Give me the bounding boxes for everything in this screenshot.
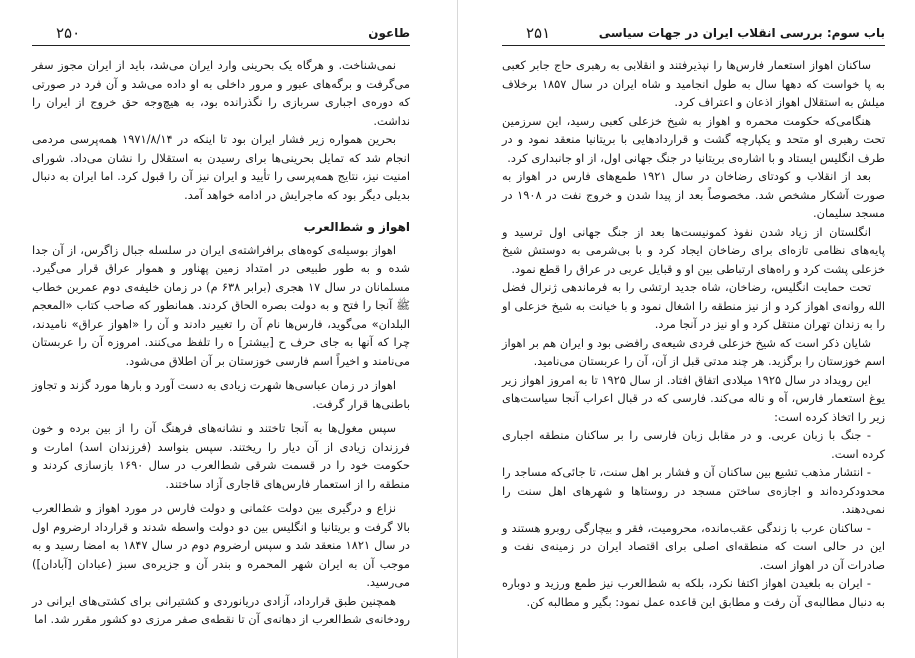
right-page-header (502, 26, 885, 44)
paragraph: همچنین طبق قرارداد، آزادی دریانوردی و کشتیرانی برای کشتی‌های ایرانی در رودخانه‌ی شط‌العرب از دهانه‌ی آن تا نقطه‌ی صفر مرزی دو کشور مقرر شد. اما (32, 593, 410, 626)
paragraph: بعد از انقلاب و کودتای رضاخان در سال ۱۹۲۱ طمع‌های فارس در اهواز به صورت آشکار مشخص شد. مخصوصاً بعد از پیدا شدن و خروج نفت در ۱۹۰۸ در مسجد سلیمان. (502, 169, 885, 220)
paragraph: شایان ذکر است که شیخ خزعلی فردی شیعه‌ی رافضی بود و ایران هم بر اهواز اسم خوزستان را برگزید. هر چند مدتی قبل از آن، آن را عربستان می‌نامید. (502, 335, 885, 368)
paragraph: تحت حمایت انگلیس، رضاخان، شاه جدید ارتشی را به فرماندهی ژنرال فضل الله روانه‌ی اهواز کرد و از نیز منطقه را اشغال نمود و با خیانت به شیخ خزعلی او را به زندان تهران منتقل کرد و او نیز در آنجا مرد. (502, 280, 885, 331)
left-page-header (32, 26, 410, 44)
right-page-body (502, 56, 885, 611)
left-running-title: طاعون (368, 26, 410, 40)
right-page-number: ۲۵۱ (526, 24, 551, 42)
list-item: - انتشار مذهب تشیع بین ساکنان آن و فشار بر اهل سنت، تا جائی‌که مساجد را محدودکرده‌اند و اجازه‌ی ساختن مسجد در روستاها و شهرهای اهل سنت را نمی‌دهند. (502, 465, 885, 516)
paragraph: این رویداد در سال ۱۹۲۵ میلادی اتفاق افتاد. از سال ۱۹۲۵ تا به امروز اهواز زیر یوغ استعمار فارس، آه و ناله می‌کند. فارسی که در قبال اعراب آنجا سیاست‌های زیر را اتخاذ کرده است: (502, 372, 885, 424)
left-header-rule (32, 45, 410, 46)
paragraph: انگلستان از زیاد شدن نفوذ کمونیست‌ها بعد از جنگ جهانی اول ترسید و پایه‌های نظامی تازه‌ای برای رضاخان ایجاد کرد و با بی‌شرمی به دوستش شیخ خزعلی پشت کرد و راه‌های ارتباطی بین او و قبایل عربی در عراق را قطع نمود. (502, 224, 885, 276)
paragraph: هنگامی‌که حکومت محمره و اهواز به شیخ خزعلی کعبی رسید، این سرزمین تحت رهبری او متحد و یکپارچه گشت و قراردادهایی با بریتانیا منعقد نمود و در طرف انگلیس ایستاد و با اشاره‌ی بریتانیا در جنگ جهانی اول، از او جانبداری کرد. (502, 113, 885, 165)
right-page (458, 0, 915, 658)
list-item: - ایران به بلعیدن اهواز اکتفا نکرد، بلکه به شط‌العرب نیز طمع ورزید و دوباره به دنبال مطالبه‌ی آن رفت و مطابق این قاعده عمل نمود: بگیر و مطالبه کن. (502, 576, 885, 609)
left-page-body (32, 56, 410, 629)
paragraph: نمی‌شناخت. و هرگاه یک بحرینی وارد ایران می‌شد، باید از ایران مجوز سفر می‌گرفت و برگه‌های عبور و مرور داخلی به او داده می‌شد و آن فرد در صورتی که دوره‌ی اجباری سربازی را نگذرانده بود، به هیچ‌وجه حق خروج از ایران را نداشت. (32, 58, 410, 128)
paragraph: اهواز بوسیله‌ی کوه‌های برافراشته‌ی ایران در سلسله جبال زاگرس، از آن جدا شده و به طور طبیعی در امتداد زمین پهناور و هموار عراق قرار می‌گیرد. مسلمانان در سال ۱۷ هجری (برابر ۶۳۸ م) در زمان خلیفه‌ی دوم عمربن خطاب ﷺ آنجا را فتح و به دولت بصره الحاق کردند. همانطور که صاحب کتاب «المعجم البلدان» می‌گوید، فارس‌ها نام آن را تغییر دادند و آن را «اهواز عراق» نامیدند، چرا که آنها به جای حرف ح [بیشتر] ه را تلفظ می‌کنند. امروزه آن را عربستان می‌نامند و اخیراً اسم فارسی خوزستان بر آن اطلاق می‌شود. (32, 242, 410, 368)
paragraph: اهواز در زمان عباسی‌ها شهرت زیادی به دست آورد و بارها مورد گزند و تجاوز باطنی‌ها قرار گرفت. (32, 378, 410, 411)
list-item: - جنگ با زبان عربی. و در مقابل زبان فارسی را بر ساکنان منطقه اجباری کرده است. (502, 428, 885, 461)
paragraph: بحرین همواره زیر فشار ایران بود تا اینکه در ۱۹۷۱/۸/۱۴ همه‌پرسی مردمی انجام شد که تمایل بحرینی‌ها برای رسیدن به استقلال را نشان می‌داد. شورای امنیت نیز، نتایج همه‌پرسی را تأیید و ایران نیز آن را قبول کرد. اما ایران به دنبال بدیلی دیگر بود که ماجرایش در ادامه خواهد آمد. (32, 132, 410, 202)
paragraph: ساکنان اهواز استعمار فارس‌ها را نپذیرفتند و انقلابی به رهبری حاج جابر کعبی به پا خواست که دهها سال به طول انجامید و شاه ایران در سال ۱۸۵۷ برخلاف میلش به استقلال اهواز اذعان و اعتراف کرد. (502, 58, 885, 109)
right-header-rule (502, 45, 885, 46)
paragraph: نزاع و درگیری بین دولت عثمانی و دولت فارس در مورد اهواز و شط‌العرب بالا گرفت و بریتانیا و انگلیس بین دو دولت واسطه شدند و قرارداد ارضروم اول در سال ۱۸۲۱ منعقد شد و سپس ارضروم دوم در سال ۱۸۴۷ به امضا رسید و به موجب آن به ایران شهر المحمره و بندر آن و جزیره‌ی سبز (عبادان [آبادان]) می‌رسید. (32, 501, 410, 589)
left-page-number: ۲۵۰ (56, 24, 81, 42)
right-running-title: باب سوم: بررسی انقلاب ایران در جهات سیاسی (598, 26, 885, 40)
section-heading: اهواز و شط‌العرب (303, 220, 410, 234)
paragraph: سپس مغول‌ها به آنجا تاختند و نشانه‌های فرهنگ آن را از بین برده و خون فرزندان زیادی از آن دیار را ریختند. سپس بنواسد (فرزندان اسد) امارت و حکومت خود را در قسمت شرقی شط‌العرب در سال ۱۶۹۰ بازسازی کردند و منطقه را از استعمار فارس‌های قاجاری آزاد ساختند. (32, 421, 410, 491)
list-item: - ساکنان عرب با زندگی عقب‌مانده، محرومیت، فقر و بیچارگی روبرو هستند و این در حالی است که منطقه‌ای اصلی برای اقتصاد ایران در زمینه‌ی نفت و صادرات آن در اهواز است. (502, 520, 885, 572)
